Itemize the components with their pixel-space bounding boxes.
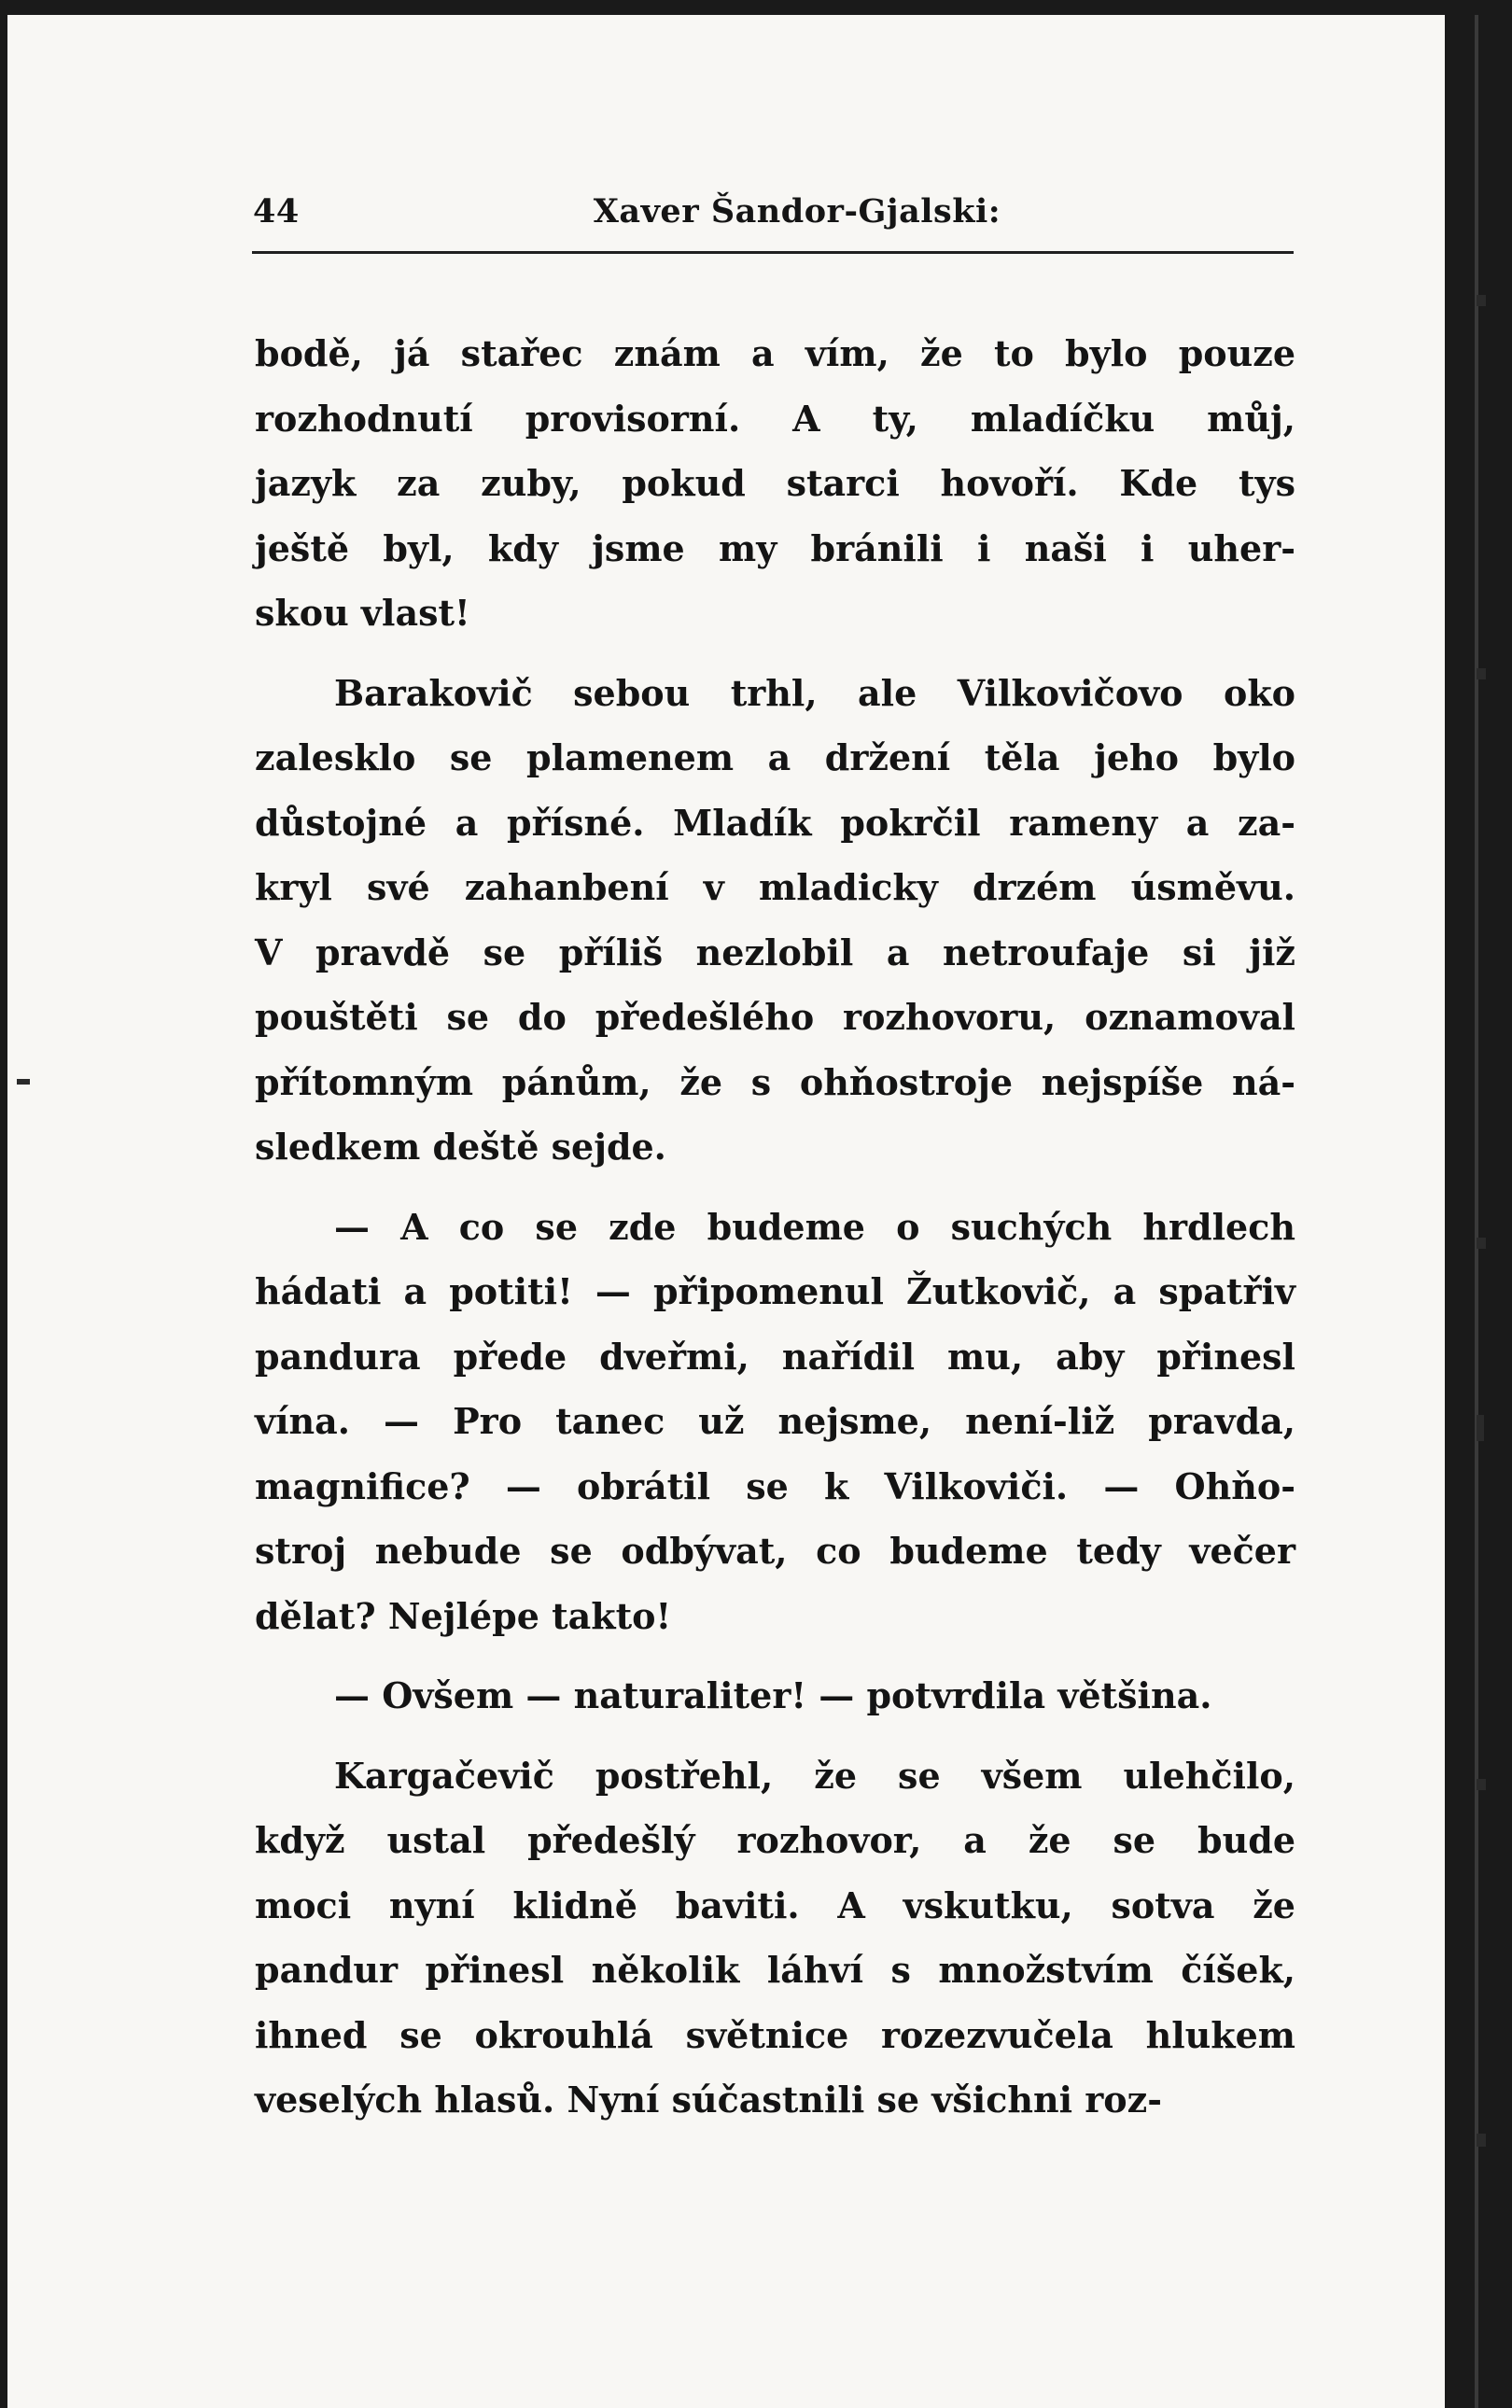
text-line: kryl své zahanbení v mladicky drzém úsměvu. <box>255 866 1295 908</box>
page-number: 44 <box>253 192 300 231</box>
paragraph <box>255 1743 1295 2133</box>
text-line: jazyk za zuby, pokud starci hovoří. Kde tys <box>255 462 1295 504</box>
paragraph-gap <box>255 1180 1295 1195</box>
text-line: — A co se zde budeme o suchých hrdlech <box>334 1205 1295 1248</box>
paragraph <box>255 1663 1295 1729</box>
scan-mark <box>1477 668 1486 679</box>
paragraph-gap <box>255 1648 1295 1663</box>
text-line: když ustal předešlý rozhovor, a že se bude <box>255 1819 1295 1861</box>
paragraph-gap <box>255 1729 1295 1743</box>
book-page <box>7 15 1445 2408</box>
page-header <box>245 192 1293 246</box>
scan-edge-line <box>1475 15 1478 2408</box>
scan-mark <box>1477 1238 1486 1249</box>
text-line: moci nyní klidně baviti. A vskutku, sotva že <box>255 1883 1295 1926</box>
text-line: — Ovšem — naturaliter! — potvrdila většina. <box>334 1674 1212 1716</box>
text-line: dělat? Nejlépe takto! <box>255 1594 672 1637</box>
text-line: důstojné a přísné. Mladík pokrčil rameny a za- <box>255 801 1295 844</box>
scan-mark <box>1477 1415 1484 1441</box>
text-line: zalesklo se plamenem a držení těla jeho bylo <box>255 736 1295 778</box>
paragraph <box>255 1195 1295 1649</box>
body-text <box>255 321 1295 2133</box>
scan-mark <box>1477 295 1486 306</box>
text-line: pandura přede dveřmi, nařídil mu, aby přinesl <box>255 1335 1295 1378</box>
running-head: Xaver Šandor-Gjalski: <box>593 192 1001 231</box>
text-line: magnifice? — obrátil se k Vilkoviči. — Ohňo- <box>255 1464 1295 1507</box>
text-line: pandur přinesl několik láhví s množstvím číšek, <box>255 1949 1295 1991</box>
text-line: přítomným pánům, že s ohňostroje nejspíše ná- <box>255 1060 1295 1103</box>
text-line: bodě, já stařec znám a vím, že to bylo pouze <box>255 332 1295 374</box>
text-line: ještě byl, kdy jsme my bránili i naši i uher- <box>255 526 1295 569</box>
scan-mark <box>17 1079 30 1085</box>
text-line: Barakovič sebou trhl, ale Vilkovičovo oko <box>334 671 1295 714</box>
text-line: rozhodnutí provisorní. A ty, mladíčku můj, <box>255 397 1295 440</box>
scan-mark <box>1477 2134 1486 2147</box>
text-line: veselých hlasů. Nyní súčastnili se všichni roz- <box>255 2079 1162 2121</box>
text-line: V pravdě se příliš nezlobil a netroufaje si již <box>255 931 1295 973</box>
header-rule <box>252 251 1294 254</box>
text-line: hádati a potiti! — připomenul Žutkovič, a spatřiv <box>255 1270 1295 1312</box>
scan-mark <box>1477 1779 1486 1790</box>
text-line: sledkem deště sejde. <box>255 1126 666 1168</box>
text-line: Kargačevič postřehl, že se všem ulehčilo, <box>334 1754 1295 1797</box>
text-line: pouštěti se do předešlého rozhovoru, oznamoval <box>255 996 1295 1038</box>
paragraph <box>255 661 1295 1180</box>
paragraph <box>255 321 1295 646</box>
paragraph-gap <box>255 646 1295 661</box>
text-line: skou vlast! <box>255 592 470 634</box>
text-line: ihned se okrouhlá světnice rozezvučela hlukem <box>255 2013 1295 2056</box>
text-line: stroj nebude se odbývat, co budeme tedy večer <box>255 1530 1295 1572</box>
text-line: vína. — Pro tanec už nejsme, není-liž pravda, <box>255 1400 1295 1442</box>
